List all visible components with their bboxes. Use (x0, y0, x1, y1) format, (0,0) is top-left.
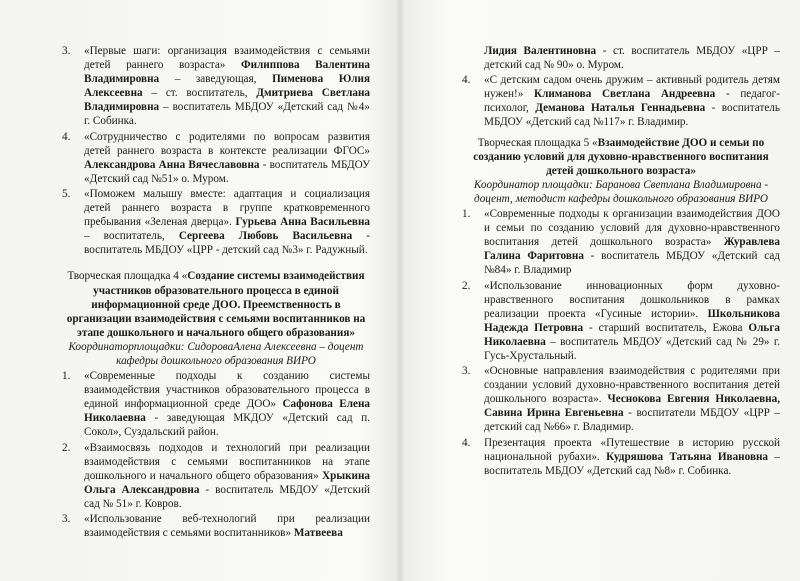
item-number: 5. (62, 187, 71, 200)
item-text: «Взаимосвязь подходов и технологий при реализации взаимодействия с семьями воспитанников на этапе дошкольного и начального общего образования» (84, 441, 370, 482)
item-person: Лидия Валентиновна (484, 45, 597, 57)
item-text: - воспитатель МБДОУ «Детский сад № 51» г. Ковров. (84, 483, 370, 510)
item-text: «С детским садом очень дружим – активный родитель детям нужен!» (484, 74, 780, 101)
item-text: – воспитатель МБДОУ «Детский сад №8» г. Собинка. (484, 450, 780, 477)
item-person: Чеснокова Евгения Николаевна, Савина Ирина Евгеньевна (484, 393, 780, 420)
item-text: – воспитатель МБДОУ «Детский сад №4» г. Собинка. (84, 101, 370, 128)
item-text: - воспитатели МБДОУ «ЦРР –детский сад №66» г. Владимир. (484, 407, 780, 434)
item-text: «Использование инновационных форм духовно-нравственного воспитания дошкольников в рамках реализации проекта «Гусиные истории». (484, 279, 780, 320)
section-title: Взаимодействие ДОО и семьи по созданию условий для духовно-нравственного воспитания детей дошкольного возраста» (473, 136, 769, 177)
item-text: - заведующая МКДОУ «Детский сад п. Сокол», Суздальский район. (84, 412, 370, 439)
item-number: 4. (462, 436, 471, 449)
item-text: «Современные подходы к организации взаимодействия ДОО и семьи по созданию условий для духовно-нравственного воспитания детей дошкольного возраста» (484, 208, 780, 249)
item-text: – ст. воспитатель, (142, 87, 257, 100)
right-column (462, 44, 780, 479)
item-text: – воспитатель МБДОУ «Детский сад № 29» г. Гусь-Хрустальный. (484, 335, 780, 362)
list-item (62, 441, 370, 511)
list-item (462, 364, 780, 434)
list-item (462, 279, 780, 364)
item-text: «Современные подходы к созданию системы взаимодействия участников образовательного процесса в единой информационной среде ДОО» (84, 370, 370, 411)
list-item (62, 187, 370, 257)
item-text: «Основные направления взаимодействия с родителями при создании условий духовно-нравственного воспитания детей дошкольного возраста». (484, 365, 780, 406)
list-item (462, 207, 780, 277)
item-number: 3. (62, 513, 71, 525)
item-person: Деманова Наталья Геннадьевна (535, 102, 706, 115)
item-number: 4. (462, 74, 471, 87)
item-text: - воспитатель МБДОУ «ЦРР - детский сад №3» г. Радужный. (84, 230, 370, 257)
right-list-top (462, 73, 780, 129)
item-number: 1. (62, 370, 71, 383)
left-column (62, 44, 370, 541)
item-person: Сафонова Елена Николаевна (84, 398, 370, 425)
list-item (462, 436, 780, 478)
item-person: Школьникова Надежда Петровна (484, 307, 780, 334)
item-person: Матвеева (293, 527, 343, 540)
item-text: – воспитатель, (84, 230, 179, 243)
item-text: «Использование веб-технологий при реализации взаимодействия с семьями воспитанников» (84, 513, 370, 540)
item-text: - воспитатель МБДОУ «Детский сад №117» г. Владимир. (484, 102, 780, 129)
right-list-bottom (462, 207, 780, 478)
item-person: Дмитриева Светлана Владимировна (84, 87, 370, 114)
right-page (402, 0, 800, 581)
coordinator-line: Координаторплощадки: СидороваАлена Алексеевна – доцент кафедры дошкольного образования ВИРО (68, 340, 364, 367)
list-item (62, 130, 370, 186)
item-text: - ст. воспитатель МБДОУ «ЦРР – детский сад № 90» о. Муром. (484, 45, 780, 72)
left-list-bottom (62, 369, 370, 540)
list-item (62, 44, 370, 129)
item-person: Филиппова Валентина Владимировна (84, 59, 370, 86)
continued-item (462, 44, 780, 72)
list-item (62, 369, 370, 439)
section-prefix: Творческая площадка 4 « (67, 270, 188, 283)
item-text: - воспитатель МБДОУ «Детский сад №51» о. Муром. (84, 158, 370, 185)
list-item (62, 512, 370, 540)
item-person: Журавлева Галина Фаритовна (484, 236, 780, 263)
left-list-top (62, 44, 370, 257)
item-text: - педагог-психолог, (484, 88, 780, 115)
section-title: Создание системы взаимодействия участников образовательного процесса в единой информационной среде ДОО. Преемственность в организации взаимодействия с семьями воспитанников на этапе дошкольного и начального общего образования» (66, 270, 366, 339)
section-heading (462, 136, 780, 178)
item-text: «Поможем малышу вместе: адаптация и социализация детей раннего возраста в группе кратковременного пребывания «Зеленая дверца». (84, 187, 370, 229)
item-person: Хрыкина Ольга Александровна (84, 469, 370, 496)
left-page (0, 0, 398, 581)
item-number: 3. (62, 45, 71, 57)
item-person: Ольга Николаевна (484, 321, 780, 348)
coordinator-line: Координатор площадки: Баранова Светлана Владимировна - доцент, методист кафедры дошкольного образования ВИРО (473, 178, 769, 205)
item-number: 2. (62, 441, 71, 454)
item-person: Климанова Светлана Андреевна (533, 88, 716, 101)
item-person: Кудряшова Татьяна Ивановна (606, 450, 769, 463)
list-item (462, 73, 780, 129)
item-text: - старший воспитатель, Ежова (583, 321, 749, 334)
item-number: 3. (462, 365, 471, 378)
item-text: «Первые шаги: организация взаимодействия с семьями детей раннего возраста» (84, 45, 370, 72)
item-number: 4. (62, 130, 71, 143)
item-number: 2. (462, 279, 471, 292)
item-person: Александрова Анна Вячеславовна (84, 158, 260, 171)
item-text: «Сотрудничество с родителями по вопросам развития детей раннего возраста в контексте реализации ФГОС» (84, 130, 370, 157)
item-person: Гурьева Анна Васильевна (235, 216, 371, 229)
section-prefix: Творческая площадка 5 « (477, 136, 598, 149)
item-number: 1. (462, 208, 471, 221)
item-text: Презентация проекта «Путешествие в историю русской национальной рубахи». (484, 436, 780, 463)
item-person: Пименова Юлия Алексеевна (84, 73, 370, 100)
item-text: – заведующая, (159, 73, 273, 86)
section-heading (62, 269, 370, 339)
item-person: Сергеева Любовь Васильевна (178, 230, 353, 243)
item-text: - воспитатель МБДОУ «Детский сад №84» г. Владимир (484, 250, 781, 277)
